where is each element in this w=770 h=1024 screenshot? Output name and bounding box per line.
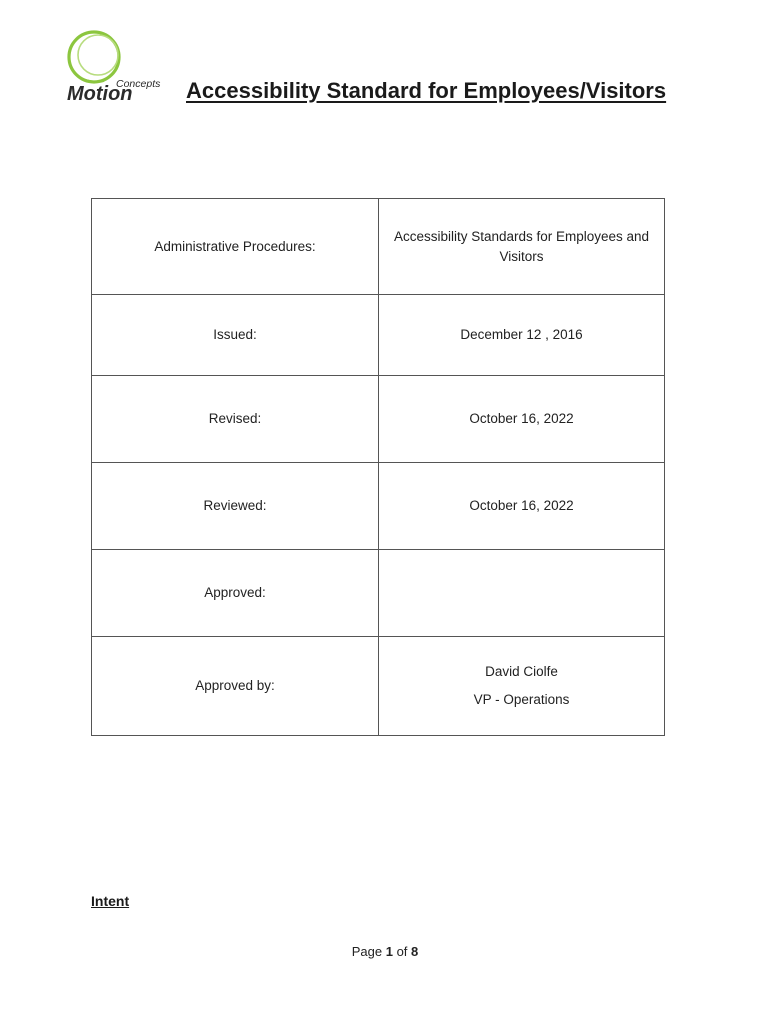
table-row xyxy=(92,637,665,736)
motion-concepts-logo-icon xyxy=(64,26,164,106)
table-row xyxy=(92,463,665,550)
table-row xyxy=(92,550,665,637)
approver-title: VP - Operations xyxy=(473,692,570,707)
company-logo xyxy=(64,26,164,106)
label-revised: Revised: xyxy=(92,376,379,463)
value-issued: December 12 , 2016 xyxy=(379,295,665,376)
label-administrative-procedures: Administrative Procedures: xyxy=(92,199,379,295)
value-revised: October 16, 2022 xyxy=(379,376,665,463)
value-administrative-procedures: Accessibility Standards for Employees and Visitors xyxy=(379,199,665,295)
page-total: 8 xyxy=(411,944,419,959)
page-separator: of xyxy=(396,944,408,959)
page-footer xyxy=(0,944,770,959)
value-approved xyxy=(379,550,665,637)
value-approved-by xyxy=(379,637,665,736)
page-prefix: Page xyxy=(351,944,383,959)
label-approved-by: Approved by: xyxy=(92,637,379,736)
approver-name: David Ciolfe xyxy=(485,664,558,679)
value-reviewed: October 16, 2022 xyxy=(379,463,665,550)
document-info-table xyxy=(91,198,665,736)
label-approved: Approved: xyxy=(92,550,379,637)
table-row xyxy=(92,199,665,295)
table-row xyxy=(92,376,665,463)
table-row xyxy=(92,295,665,376)
document-title: Accessibility Standard for Employees/Visitors xyxy=(186,78,667,103)
section-heading-intent: Intent xyxy=(91,893,130,909)
page-current: 1 xyxy=(385,944,393,959)
svg-text:Concepts: Concepts xyxy=(116,78,161,90)
label-issued: Issued: xyxy=(92,295,379,376)
svg-text:Motion: Motion xyxy=(67,83,133,105)
label-reviewed: Reviewed: xyxy=(92,463,379,550)
